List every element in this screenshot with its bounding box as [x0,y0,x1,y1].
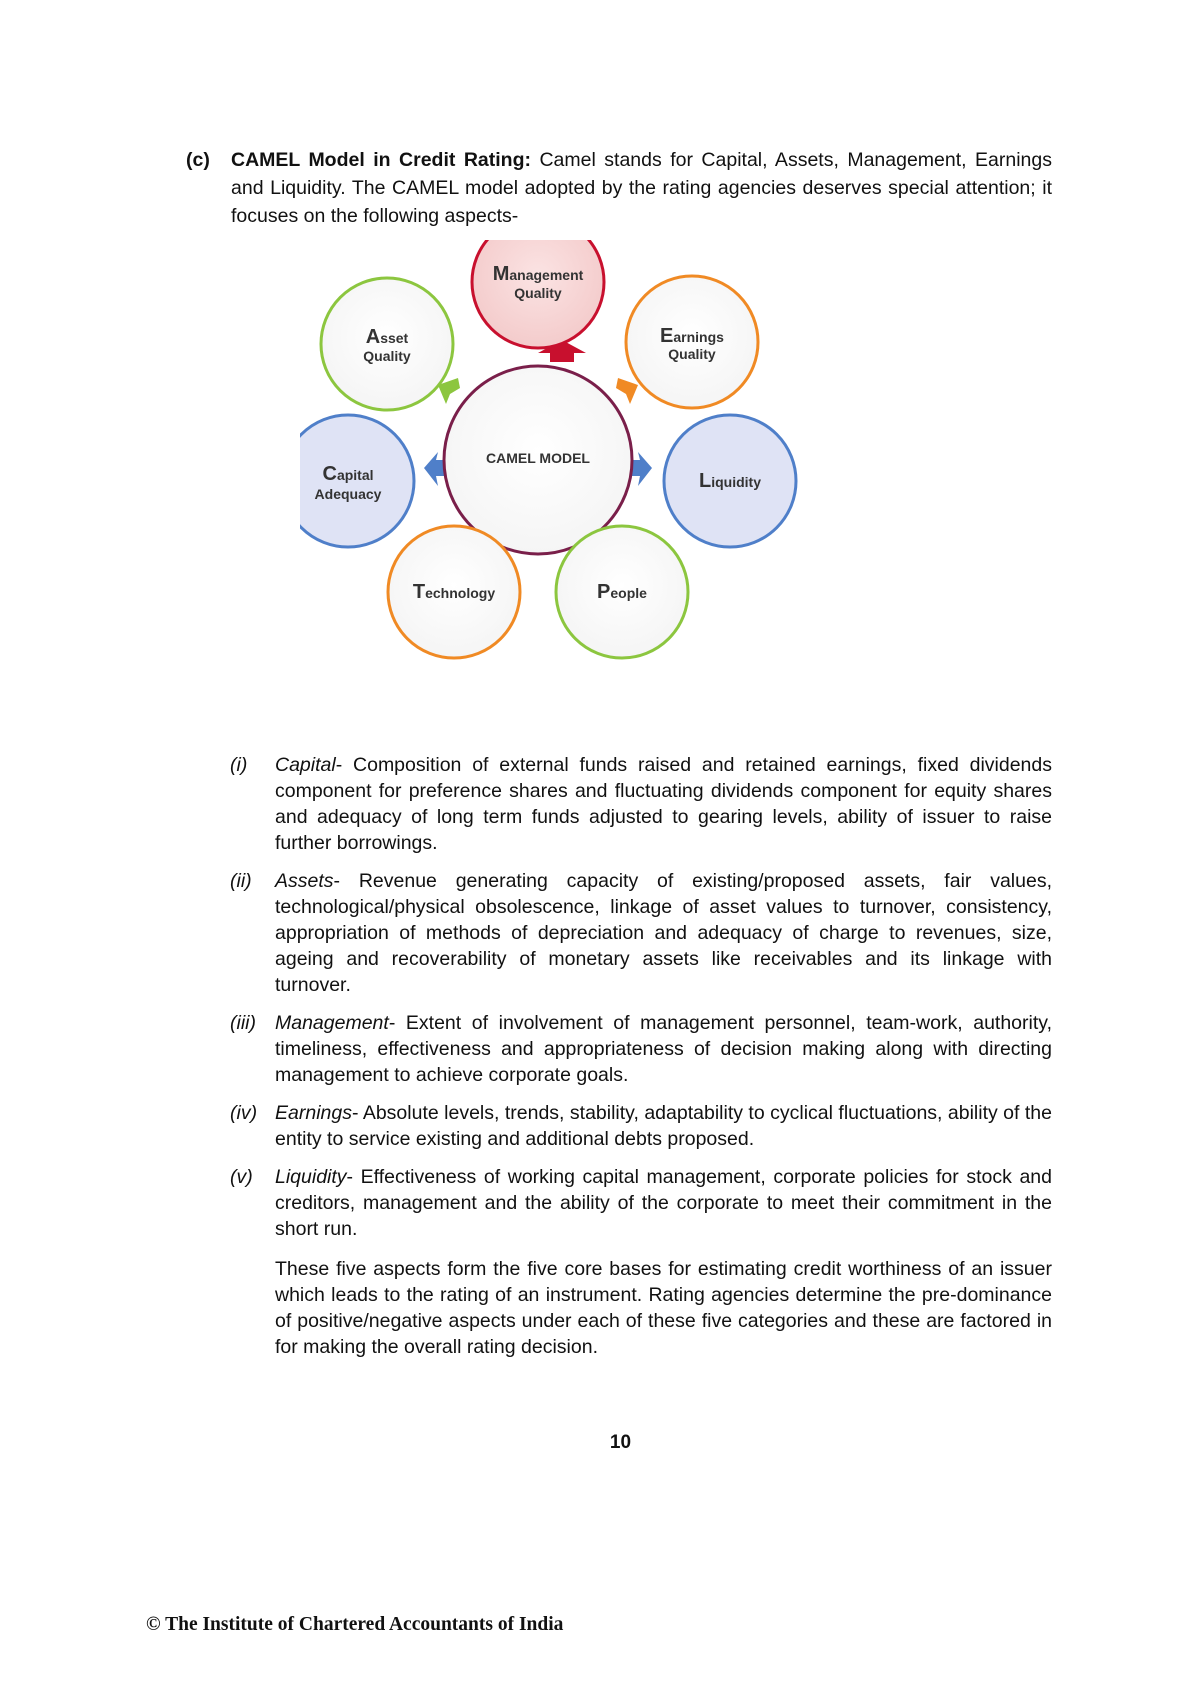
management-label: Management [492,263,584,285]
capital-label: Capital [322,463,374,485]
item-term: Earnings [275,1102,352,1124]
technology-label: Technology [412,581,496,603]
footer-copyright: © The Institute of Chartered Accountants of India [146,1614,564,1635]
list-item [230,1010,1052,1088]
arrow-to-earnings [616,378,638,404]
item-number: (iv) [230,1102,258,1124]
section-marker: (c) [186,149,210,171]
item-text: - Extent of involvement of management personnel, team-work, authority, timeliness, effectiveness and appropriateness of decision making along with directing management to achieve corporate goals. [275,1012,1052,1086]
section-heading: CAMEL Model in Credit Rating: [231,149,531,171]
item-text: - Revenue generating capacity of existing/proposed assets, fair values, technological/physical obsolescence, linkage of asset values to turnover, consistency, appropriation of methods of depreciation and adequacy of charge to revenues, size, ageing and recoverability of monetary assets like receivables and its linkage with turnover. [275,870,1052,996]
item-term: Management [275,1012,389,1034]
item-text: - Effectiveness of working capital management, corporate policies for stock and creditors, management and the ability of the corporate to meet their commitment in the short run. [275,1166,1052,1240]
camel-model-diagram [300,240,870,710]
item-term: Assets [275,870,334,892]
center-label: CAMEL MODEL [486,450,590,466]
list-item [230,868,1052,998]
item-text: - Composition of external funds raised and retained earnings, fixed dividends component for preference shares and fluctuating dividends component for equity shares and adequacy of long term funds adjusted to gearing levels, ability of issuer to raise further borrowings. [275,754,1052,854]
item-number: (iii) [230,1012,256,1034]
list-item [230,752,1052,856]
aspects-list [230,752,1052,1360]
item-number: (ii) [230,870,252,892]
earnings-label: Earnings [660,325,724,347]
management-line2: Quality [514,285,562,301]
liquidity-label: Liquidity [699,470,761,492]
list-item [230,1100,1052,1152]
asset-label: Asset [365,326,409,348]
section-c [186,146,1052,230]
people-label: People [597,581,647,603]
item-term: Liquidity [275,1166,347,1188]
section-intro [231,146,1052,230]
section-text: Camel stands for Capital, Assets, Management, Earnings and Liquidity. The CAMEL model adopted by the rating agencies deserves special attention; it focuses on the following aspects- [231,149,1052,227]
item-number: (v) [230,1166,253,1188]
item-text: - Absolute levels, trends, stability, adaptability to cyclical fluctuations, ability of the entity to service existing and additional debts proposed. [275,1102,1052,1150]
item-term: Capital [275,754,336,776]
capital-line2: Adequacy [314,486,382,502]
camel-diagram-svg [300,240,870,710]
earnings-line2: Quality [668,346,716,362]
closing-paragraph: These five aspects form the five core bases for estimating credit worthiness of an issuer which leads to the rating of an instrument. Rating agencies determine the pre-dominance of positive/negative aspects under each of these five categories and these are factored in for making the overall rating decision. [275,1258,1052,1358]
page-number: 10 [609,1432,632,1453]
item-number: (i) [230,754,248,776]
asset-line2: Quality [363,348,411,364]
list-item [230,1164,1052,1242]
